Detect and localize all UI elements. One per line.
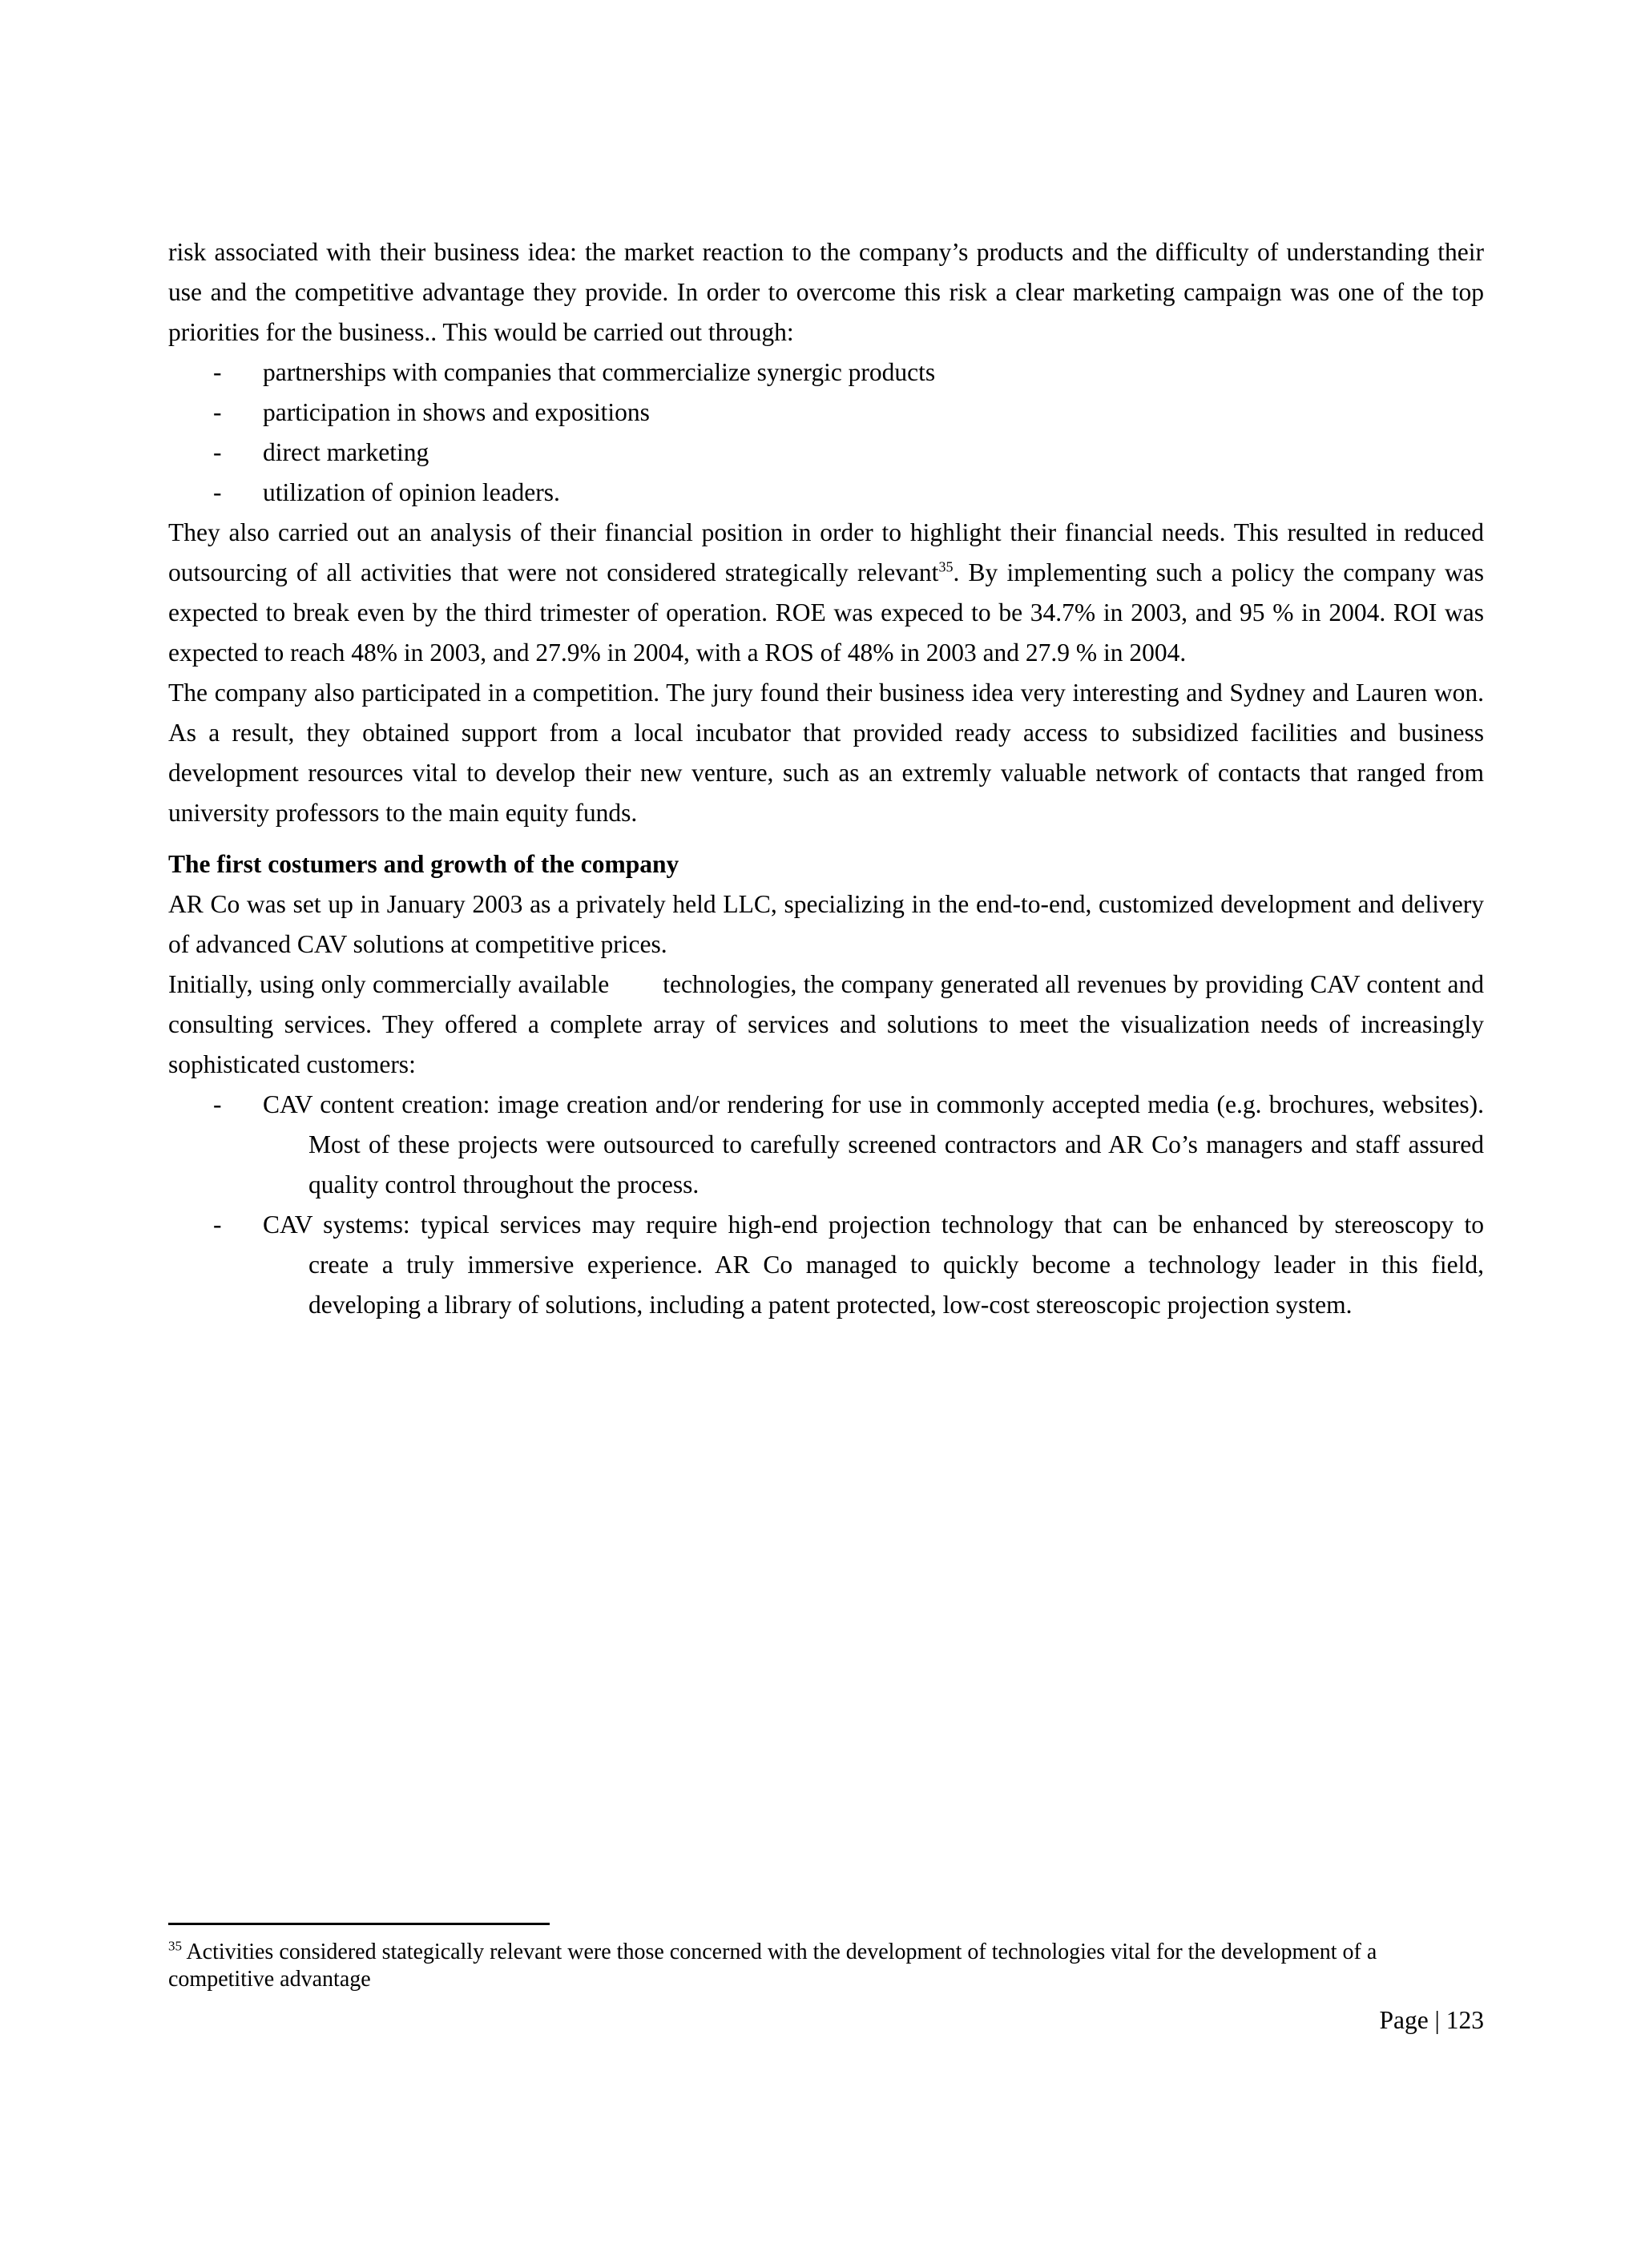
section-heading: The first costumers and growth of the company bbox=[168, 850, 679, 878]
footnote-number: 35 bbox=[168, 1938, 182, 1954]
paragraph-initially: Initially, using only commercially available technologies, the company generated all revenues by providing CAV content and consulting services. They offered a complete array of services and solutions to meet the visualization needs of increasingly sophisticated customers: bbox=[168, 970, 1490, 1078]
list-item: - partnerships with companies that commercialize synergic products bbox=[213, 358, 936, 386]
footnote bbox=[168, 1939, 1484, 1993]
services-list bbox=[168, 1085, 1484, 1325]
list-item: - CAV content creation: image creation and/or rendering for use in commonly accepted media (e.g. brochures, websites). Most of these projects were outsourced to carefully screened contractors and AR Co’s managers and staff assured quality control throughout the process. bbox=[213, 1090, 1484, 1198]
paragraph-setup: AR Co was set up in January 2003 as a privately held LLC, specializing in the end-to-end, customized development and delivery of advanced CAV solutions at competitive prices. bbox=[168, 890, 1484, 958]
page-number: Page | 123 bbox=[1379, 2006, 1484, 2034]
paragraph-competition: The company also participated in a competition. The jury found their business idea very interesting and Sydney and Lauren won. As a result, they obtained support from a local incubator that provided ready access to subsidized facilities and business development resources vital to develop their new venture, such as an extremly valuable network of contacts that ranged from university professors to the main equity funds. bbox=[168, 679, 1484, 827]
marketing-list bbox=[168, 352, 1484, 513]
paragraph-risk: risk associated with their business idea: the market reaction to the company’s products and the difficulty of understanding their use and the competitive advantage they provide. In order to overcome this risk a clear marketing campaign was one of the top priorities for the business.. This would be carried out through: bbox=[168, 238, 1484, 346]
list-item: - utilization of opinion leaders. bbox=[213, 478, 560, 506]
list-item: - participation in shows and expositions bbox=[213, 398, 650, 426]
paragraph-financial: They also carried out an analysis of their financial position in order to highlight their financial needs. This resulted in reduced outsourcing of all activities that were not considered strategically relevant$^{35}$. By implementing such a policy the company was expected to break even by the third trimester of operation. ROE was expeced to be 34.7% in 2003, and 95 % in 2004. ROI was expected to reach 48% in 2003, and 27.9% in 2004, with a ROS of 48% in 2003 and 27.9 % in 2004. bbox=[168, 518, 1485, 667]
footnote-text: Activities considered stategically relevant were those concerned with the development of technologies vital for the development of a competitive advantage bbox=[168, 1940, 1377, 1992]
list-item: - direct marketing bbox=[213, 438, 429, 466]
body-text bbox=[168, 232, 1490, 1325]
footnote-reference[interactable]: 35 bbox=[938, 558, 954, 575]
footnote-separator bbox=[168, 1923, 550, 1925]
list-item: - CAV systems: typical services may require high-end projection technology that can be enhanced by stereoscopy to create a truly immersive experience. AR Co managed to quickly become a technology leader in this field, developing a library of solutions, including a patent protected, low-cost stereoscopic projection system. bbox=[213, 1211, 1484, 1319]
